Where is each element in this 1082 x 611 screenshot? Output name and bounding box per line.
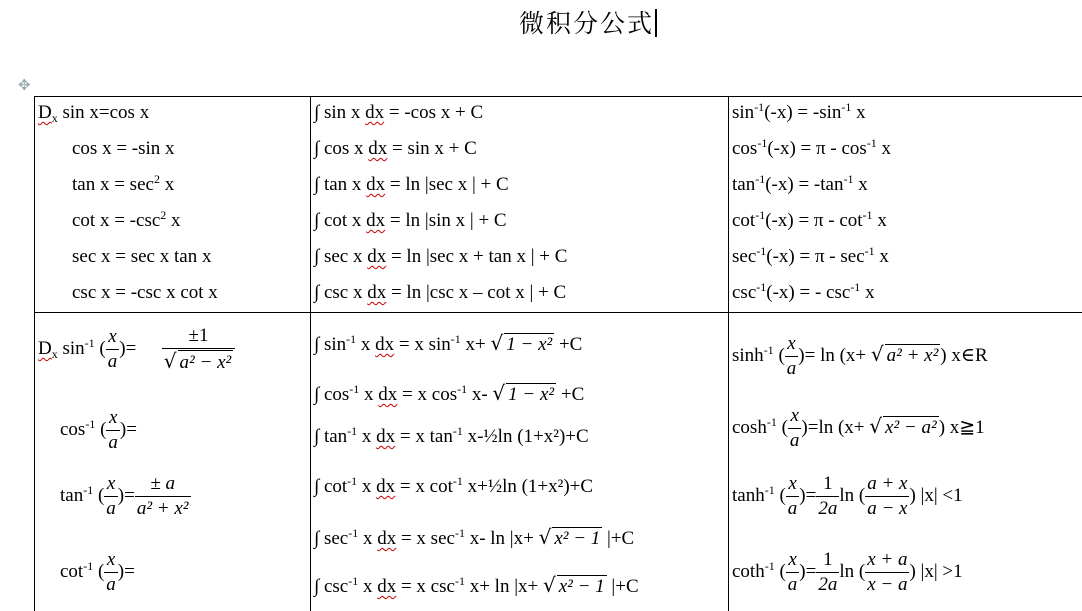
title-text: 微积分公式 <box>518 9 654 38</box>
inverse-integral-row: ∫ $\cot^{-1} x$ dx = x $\cot^{-1}$ x+½ln (1+x²)+C <box>314 474 594 497</box>
integral-row: ∫ tan x dx = ln |sec x | + C <box>314 174 509 195</box>
dx-term: dx <box>378 384 398 405</box>
row-divider <box>34 312 1082 313</box>
inverse-cosine-derivative: $\cos^{-1}$ ( $\frac{x}{a}$ )= <box>60 407 137 453</box>
inverse-integral-row: ∫ $\sin^{-1} x$ dx = x $\sin^{-1} x+$ √ 1 − x² +C <box>314 331 583 355</box>
inverse-cosh: $\cosh^{-1}$ ( $\frac{x}{a}$ )=ln (x+ √ x² − a² ) x≧1 <box>732 405 985 451</box>
integral-row: ∫ csc x dx = ln |csc x – cot x | + C <box>314 282 567 303</box>
integral-row: ∫ cos x dx = sin x + C <box>314 138 477 159</box>
integral-row: ∫ sin x dx = -cos x + C <box>314 102 484 123</box>
inverse-identity-row: $\sec^{-1}(-x) = \pi - \sec^{-1} x$ <box>732 244 889 267</box>
formula-table <box>34 96 1082 611</box>
inverse-integral-row: ∫ $\tan^{-1} x$ dx = x $\tan^{-1}$ x-½ln (1+x²)+C <box>314 424 589 447</box>
dx-term: dx <box>367 246 387 267</box>
text-cursor <box>655 9 657 37</box>
inverse-tanh: $\tanh^{-1}$ ( $\frac{x}{a}$ )= $\frac{1}{2a}$ ln ( $\frac{a + x}{a - x}$ ) |x| <1 <box>732 473 963 519</box>
inverse-identity-row: $\sin^{-1}(-x) = -\sin^{-1}$ x <box>732 100 866 123</box>
document-title <box>0 4 1082 40</box>
inverse-integral-row: ∫ $\cos^{-1} x$ dx = x $\cos^{-1} x-$ √ 1 − x² +C <box>314 381 585 405</box>
inverse-identity-row: $\tan^{-1}(-x) = -\tan^{-1}$ x <box>732 172 868 195</box>
move-handle-icon[interactable]: ✥ <box>18 76 31 94</box>
column-divider-1 <box>310 96 311 611</box>
sqrt-icon: √ <box>490 331 504 355</box>
inverse-tangent-derivative: $\tan^{-1}$ ( $\frac{x}{a}$ )= $\frac{\pm a}{\text{a² + x²}}$ <box>60 473 189 519</box>
integral-row: ∫ cot x dx = ln |sin x | + C <box>314 210 507 231</box>
inverse-identity-row: $\csc^{-1}(-x)$ = - $\csc^{-1} x$ <box>732 280 875 303</box>
integral-row: ∫ sec x dx = ln |sec x + tan x | + C <box>314 246 568 267</box>
derivative-row: $\cot x = -\csc^2$ x <box>72 208 181 231</box>
table-border-top <box>34 96 1082 97</box>
inverse-coth: coth$^{-1}$ ( $\frac{x}{a}$ )= $\frac{1}{2a}$ ln ( $\frac{x + a}{x - a}$ ) |x| >1 <box>732 549 963 595</box>
dx-term: dx <box>366 174 386 195</box>
dx-term: dx <box>377 576 397 597</box>
sqrt-icon: √ <box>492 381 506 405</box>
dx-term: dx <box>376 476 396 497</box>
derivative-row: sec x = sec x tan x <box>72 246 212 267</box>
inverse-integral-row: ∫ $\sec^{-1} x$ dx = x $\sec^{-1} x-$ ln |x+ √ x² − 1 |+C <box>314 525 635 549</box>
dx-term: dx <box>366 210 386 231</box>
table-border-left <box>34 96 35 611</box>
inverse-identity-row: $\cos^{-1}(-x) = \pi - \cos^{-1} x$ <box>732 136 892 159</box>
dx-term: dx <box>377 528 397 549</box>
dx-term: dx <box>375 334 395 355</box>
dx-term: dx <box>376 426 396 447</box>
inverse-cotangent-derivative: $\cot^{-1}$ ( $\frac{x}{a}$ )= <box>60 549 135 595</box>
dx-term: dx <box>367 282 387 303</box>
dx-term: dx <box>368 138 388 159</box>
inverse-identity-row: $\cot^{-1}(-x) = \pi - \cot^{-1} x$ <box>732 208 887 231</box>
derivative-row: $\tan x = \sec^2 x$ <box>72 172 175 195</box>
column-divider-2 <box>728 96 729 611</box>
derivative-operator: $D_x$ <box>38 337 58 361</box>
dx-term: dx <box>365 102 385 123</box>
inverse-sine-derivative: $D_x$ $\sin^{-1}$ ( $\frac{x}{a}$ )= $\frac{\pm 1}{\text{√ a² − x²}}$ <box>38 324 235 375</box>
sqrt-icon: √ <box>538 525 552 549</box>
derivative-row: csc x = -csc x cot x <box>72 282 218 303</box>
derivative-row: $D_x$ sin x=cos x <box>38 102 150 125</box>
derivative-row: cos x = -sin x <box>72 138 175 159</box>
inverse-sinh: $\sinh^{-1}$ ( $\frac{x}{a}$ )= ln (x+ √ a² + x² ) x∈R <box>732 333 988 379</box>
sqrt-icon: √ <box>542 573 556 597</box>
inverse-integral-row: ∫ $\csc^{-1} x$ dx = x $\csc^{-1} x+ \ln |x+$ √ x² − 1 |+C <box>314 573 639 597</box>
